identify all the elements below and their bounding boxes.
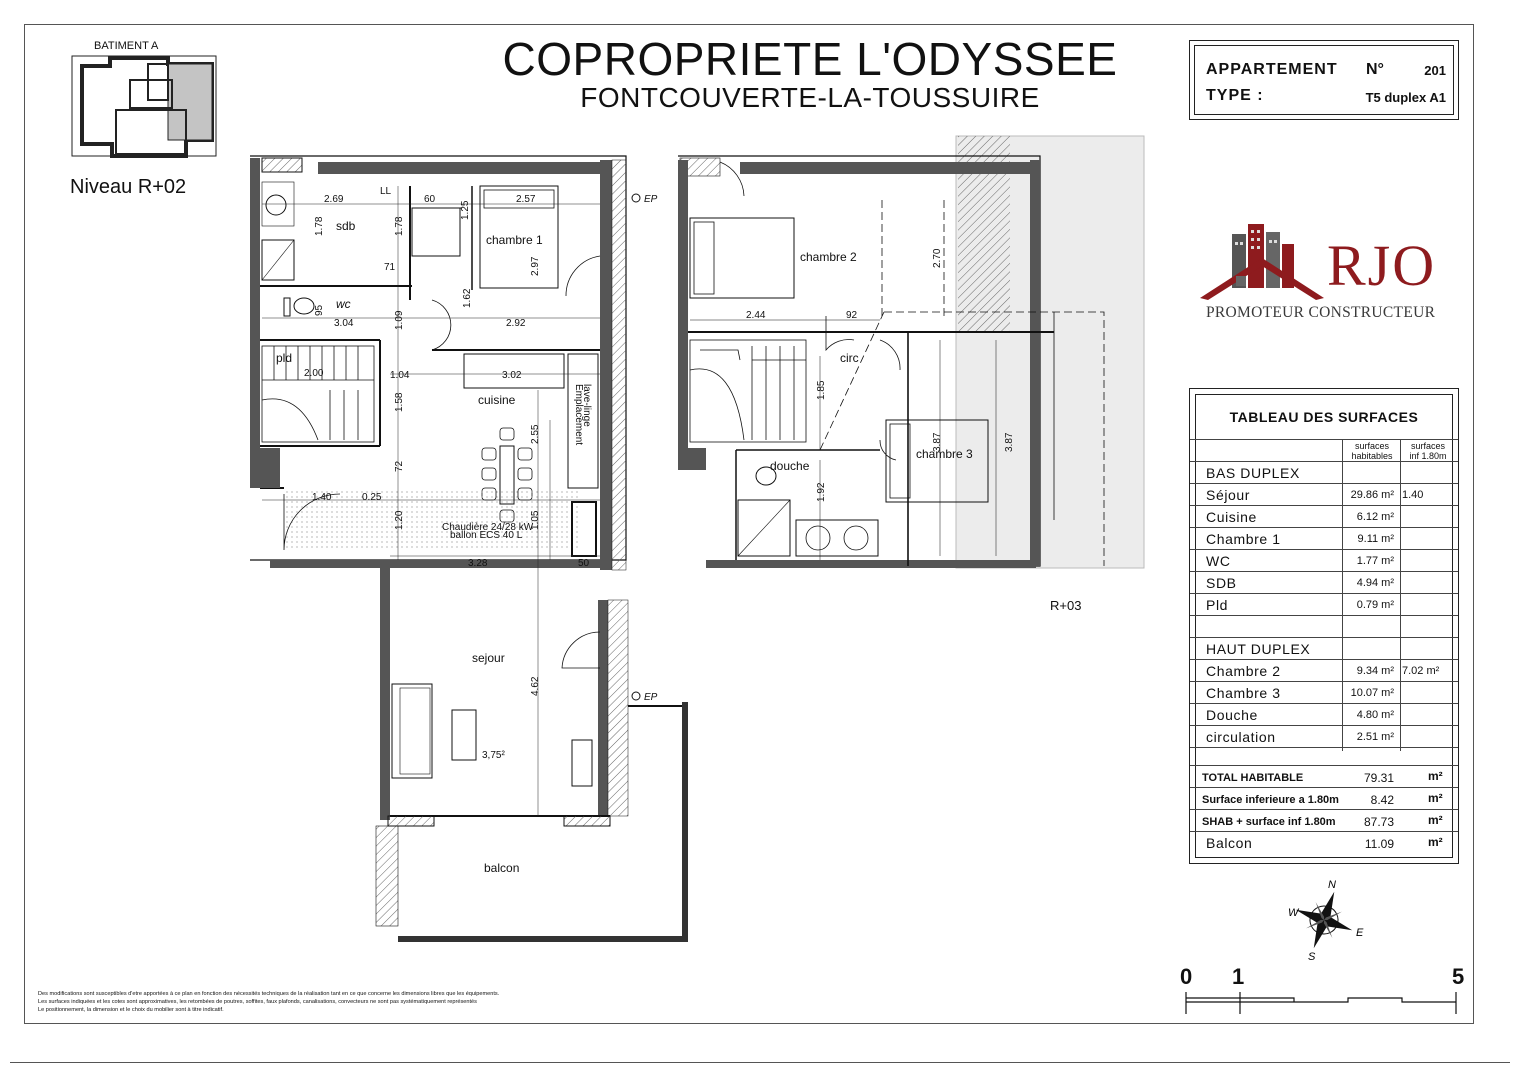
table-row: circulation 2.51 m² [1190, 725, 1458, 748]
dim-50: 50 [578, 558, 590, 569]
dim-2-92: 2.92 [506, 318, 526, 329]
dim-3-04: 3.04 [334, 318, 354, 329]
scale-five: 5 [1452, 964, 1465, 989]
apartment-number-symbol: N° [1366, 61, 1384, 78]
scale-one: 1 [1232, 964, 1245, 989]
dim-1-62: 1.62 [462, 288, 473, 308]
compass-s: S [1308, 951, 1316, 963]
dim-3-87-b: 3.87 [1004, 432, 1015, 452]
dim-1-04: 1.04 [390, 370, 410, 381]
plan-upper-level [678, 136, 1144, 568]
building-label: BATIMENT A [94, 40, 159, 52]
col-header-habitables: surfaces habitables [1351, 441, 1393, 461]
dim-2-57: 2.57 [516, 194, 536, 205]
project-location: FONTCOUVERTE-LA-TOUSSUIRE [580, 82, 1040, 113]
room-pld: pld [276, 351, 293, 365]
surfaces-table-title: TABLEAU DES SURFACES [1229, 409, 1419, 425]
table-row: Chambre 3 10.07 m² [1190, 681, 1458, 704]
dim-60: 60 [424, 194, 436, 205]
section-bas-duplex: BAS DUPLEX [1190, 461, 1458, 484]
total-row: SHAB + surface inf 1.80m 87.73 m² [1190, 809, 1458, 832]
dim-1-78-a: 1.78 [314, 216, 325, 236]
dim-2-97: 2.97 [530, 256, 541, 276]
building-roof-logo-icon [1200, 224, 1324, 300]
dim-2-69: 2.69 [324, 194, 344, 205]
total-row: Surface inferieure a 1.80m 8.42 m² [1190, 787, 1458, 810]
balcony-row: Balcon 11.09 m² [1190, 831, 1458, 854]
apartment-info-box [1189, 40, 1459, 120]
dim-1-78-b: 1.78 [394, 216, 405, 236]
plan-lower-level [250, 156, 688, 942]
table-row-empty [1190, 615, 1458, 638]
total-row: TOTAL HABITABLE 79.31 m² [1190, 765, 1458, 788]
scale-bar [1184, 990, 1464, 1016]
ep-marker-2: EP [644, 692, 658, 703]
dim-1-40: 1.40 [312, 492, 332, 503]
dim-4-62: 4.62 [530, 676, 541, 696]
apartment-number: 201 [1424, 63, 1446, 78]
type-label: TYPE : [1206, 87, 1264, 104]
washer-location: Emplacement [573, 384, 584, 446]
scale-zero: 0 [1180, 964, 1193, 989]
room-wc: wc [336, 297, 351, 311]
dim-1-09: 1.09 [394, 310, 405, 330]
compass-rose-icon [1280, 876, 1370, 966]
level-label: Niveau R+02 [70, 176, 187, 198]
room-sejour: sejour [472, 651, 505, 665]
room-chambre-3: chambre 3 [916, 447, 973, 461]
dim-1-05: 1.05 [530, 510, 541, 530]
brand-tagline: PROMOTEUR CONSTRUCTEUR [1206, 304, 1436, 321]
dim-92: 92 [846, 310, 858, 321]
dim-2-70: 2.70 [932, 248, 943, 268]
project-title: COPROPRIETE L'ODYSSEE [502, 33, 1118, 85]
dim-1-25: 1.25 [460, 200, 471, 220]
boiler-label: Chaudière 24/28 kW [442, 522, 534, 533]
table-row: Douche 4.80 m² [1190, 703, 1458, 726]
compass-w: W [1288, 907, 1299, 919]
dim-2-00: 2.00 [304, 368, 324, 379]
dim-3-02: 3.02 [502, 370, 522, 381]
table-row: SDB 4.94 m² [1190, 571, 1458, 594]
room-sdb: sdb [336, 219, 356, 233]
room-circ: circ [840, 351, 859, 365]
surfaces-table [1189, 388, 1459, 864]
room-douche: douche [770, 459, 810, 473]
ep-marker-1: EP [644, 194, 658, 205]
section-haut-duplex: HAUT DUPLEX [1190, 637, 1458, 660]
apartment-type: T5 duplex A1 [1365, 90, 1446, 105]
table-row: Chambre 2 9.34 m² 7.02 m² [1190, 659, 1458, 682]
dim-1-58: 1.58 [394, 392, 405, 412]
upper-level-label: R+03 [1050, 598, 1082, 613]
compass-e: E [1356, 927, 1364, 939]
dim-3-87-a: 3.87 [932, 432, 943, 452]
dim-2-55: 2.55 [530, 424, 541, 444]
compass-n: N [1328, 879, 1336, 891]
table-row-empty [1190, 747, 1458, 766]
table-row: Cuisine 6.12 m² [1190, 505, 1458, 528]
table-row: Chambre 1 9.11 m² [1190, 527, 1458, 550]
washer-label: lave-linge [581, 384, 592, 427]
disclaimer: Des modifications sont susceptibles d'etre apportées à ce plan en fonction des nécessités techniques de la réalisation tant en ce que concerne les dimensions libres que les équipements. Les surfaces indiquées et les cotes sont approximatives, les retombées de poutres, soffites, faux plafonds, canalisations, convecteurs ne sont pas systématiquement représentés Le positionnement, la dimension et le choix du mobilier sont à titre indicatif. [38, 991, 500, 1013]
dim-1-85: 1.85 [816, 380, 827, 400]
room-cuisine: cuisine [478, 393, 516, 407]
room-balcon: balcon [484, 861, 520, 875]
dim-3-75: 3,75² [482, 750, 505, 761]
dim-95: 95 [314, 304, 325, 316]
dim-71: 71 [384, 262, 396, 273]
col-header-inf: surfaces inf 1.80m [1409, 441, 1447, 461]
room-chambre-2: chambre 2 [800, 250, 857, 264]
dim-1-20: 1.20 [394, 510, 405, 530]
lower-dimensions [304, 194, 590, 761]
apartment-label: APPARTEMENT [1206, 61, 1338, 78]
table-row: Pld 0.79 m² [1190, 593, 1458, 616]
room-chambre-1: chambre 1 [486, 233, 543, 247]
dim-1-92: 1.92 [816, 482, 827, 502]
dim-3-28: 3.28 [468, 558, 488, 569]
table-row: Séjour 29.86 m² 1.40 [1190, 483, 1458, 506]
brand-name: RJO [1327, 233, 1437, 298]
dim-72: 72 [394, 460, 405, 472]
boiler-tank-label: ballon ECS 40 L [450, 530, 523, 541]
dim-0-25: 0.25 [362, 492, 382, 503]
table-row: WC 1.77 m² [1190, 549, 1458, 572]
dim-2-44: 2.44 [746, 310, 766, 321]
ll-marker: LL [380, 186, 392, 197]
